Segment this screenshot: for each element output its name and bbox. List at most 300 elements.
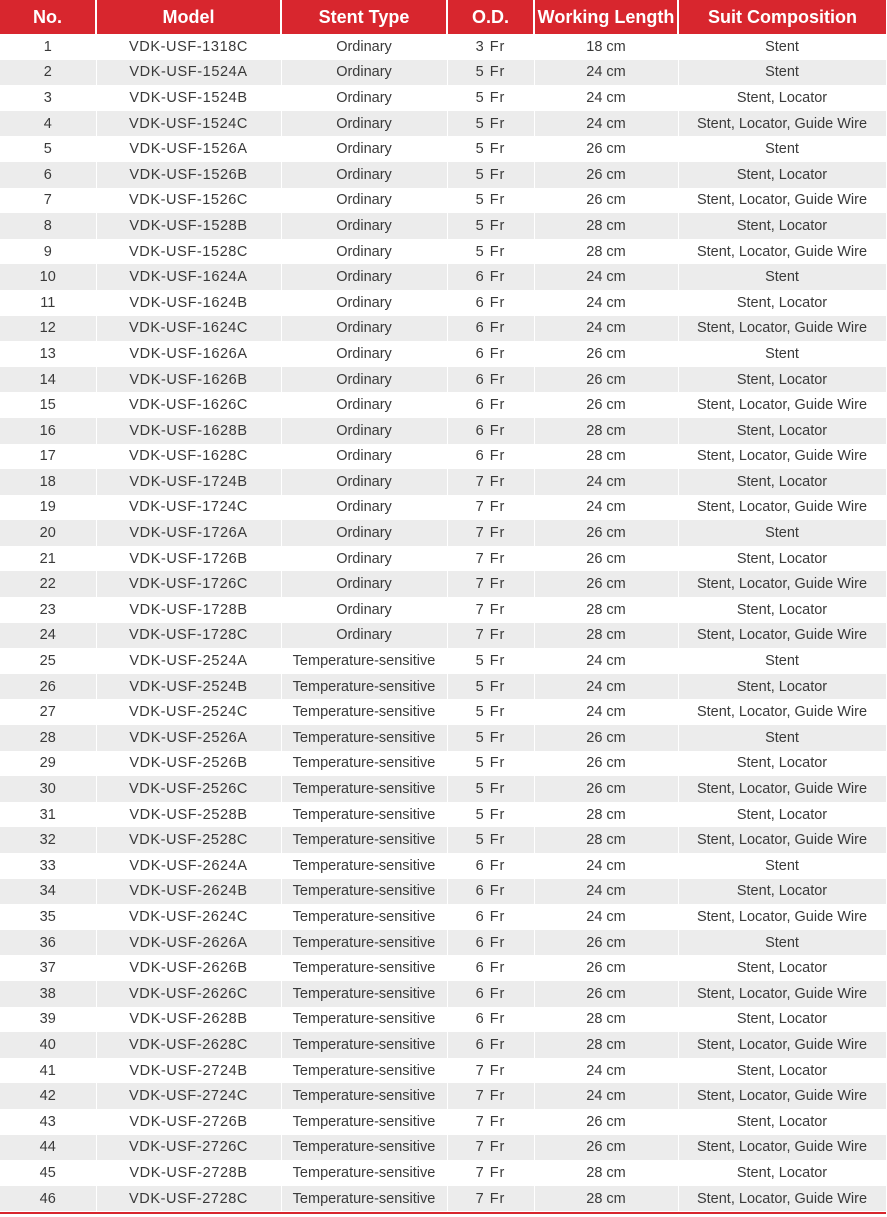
cell-od: 7 Fr — [447, 495, 534, 521]
table-row — [0, 495, 886, 521]
cell-no: 20 — [0, 520, 96, 546]
cell-od: 7 Fr — [447, 623, 534, 649]
col-header-suit-composition: Suit Composition — [678, 0, 886, 34]
cell-suit-composition: Stent, Locator — [678, 546, 886, 572]
cell-suit-composition: Stent, Locator, Guide Wire — [678, 827, 886, 853]
cell-working-length: 26 cm — [534, 520, 678, 546]
table-row — [0, 699, 886, 725]
table-row — [0, 290, 886, 316]
cell-od: 6 Fr — [447, 930, 534, 956]
table-row — [0, 827, 886, 853]
cell-suit-composition: Stent, Locator — [678, 85, 886, 111]
cell-od: 7 Fr — [447, 1058, 534, 1084]
cell-od: 7 Fr — [447, 469, 534, 495]
cell-stent-type: Ordinary — [281, 444, 447, 470]
col-header-stent-type: Stent Type — [281, 0, 447, 34]
cell-model: VDK-USF-2524C — [96, 699, 281, 725]
cell-stent-type: Ordinary — [281, 571, 447, 597]
cell-no: 39 — [0, 1007, 96, 1033]
cell-od: 6 Fr — [447, 981, 534, 1007]
cell-stent-type: Ordinary — [281, 239, 447, 265]
cell-model: VDK-USF-1526B — [96, 162, 281, 188]
cell-od: 5 Fr — [447, 213, 534, 239]
table-row — [0, 725, 886, 751]
cell-model: VDK-USF-1726A — [96, 520, 281, 546]
cell-model: VDK-USF-1626B — [96, 367, 281, 393]
cell-od: 7 Fr — [447, 1186, 534, 1212]
table-row — [0, 674, 886, 700]
cell-stent-type: Ordinary — [281, 264, 447, 290]
cell-model: VDK-USF-2628C — [96, 1032, 281, 1058]
cell-stent-type: Ordinary — [281, 469, 447, 495]
cell-model: VDK-USF-1528C — [96, 239, 281, 265]
cell-no: 40 — [0, 1032, 96, 1058]
cell-model: VDK-USF-1624B — [96, 290, 281, 316]
cell-no: 12 — [0, 316, 96, 342]
cell-no: 2 — [0, 60, 96, 86]
cell-suit-composition: Stent, Locator — [678, 213, 886, 239]
cell-model: VDK-USF-2526A — [96, 725, 281, 751]
cell-model: VDK-USF-2728B — [96, 1160, 281, 1186]
cell-suit-composition: Stent, Locator, Guide Wire — [678, 239, 886, 265]
cell-working-length: 28 cm — [534, 444, 678, 470]
cell-model: VDK-USF-1626A — [96, 341, 281, 367]
cell-model: VDK-USF-2726C — [96, 1135, 281, 1161]
cell-working-length: 24 cm — [534, 316, 678, 342]
cell-no: 29 — [0, 751, 96, 777]
table-row — [0, 955, 886, 981]
cell-suit-composition: Stent, Locator — [678, 597, 886, 623]
cell-suit-composition: Stent, Locator, Guide Wire — [678, 776, 886, 802]
cell-no: 3 — [0, 85, 96, 111]
table-row — [0, 802, 886, 828]
cell-model: VDK-USF-1526A — [96, 136, 281, 162]
cell-stent-type: Ordinary — [281, 418, 447, 444]
cell-no: 15 — [0, 392, 96, 418]
cell-working-length: 28 cm — [534, 213, 678, 239]
cell-model: VDK-USF-2528C — [96, 827, 281, 853]
cell-no: 4 — [0, 111, 96, 137]
cell-od: 5 Fr — [447, 674, 534, 700]
cell-stent-type: Ordinary — [281, 213, 447, 239]
cell-stent-type: Temperature-sensitive — [281, 776, 447, 802]
cell-od: 7 Fr — [447, 1160, 534, 1186]
cell-working-length: 28 cm — [534, 418, 678, 444]
cell-no: 42 — [0, 1083, 96, 1109]
cell-suit-composition: Stent, Locator, Guide Wire — [678, 111, 886, 137]
cell-model: VDK-USF-2628B — [96, 1007, 281, 1033]
table-row — [0, 879, 886, 905]
cell-working-length: 26 cm — [534, 571, 678, 597]
table-row — [0, 930, 886, 956]
cell-model: VDK-USF-1728C — [96, 623, 281, 649]
cell-od: 6 Fr — [447, 955, 534, 981]
cell-stent-type: Temperature-sensitive — [281, 1058, 447, 1084]
cell-no: 34 — [0, 879, 96, 905]
cell-suit-composition: Stent — [678, 930, 886, 956]
cell-no: 41 — [0, 1058, 96, 1084]
cell-od: 6 Fr — [447, 290, 534, 316]
cell-no: 14 — [0, 367, 96, 393]
cell-working-length: 28 cm — [534, 827, 678, 853]
table-row — [0, 623, 886, 649]
cell-working-length: 26 cm — [534, 930, 678, 956]
cell-working-length: 24 cm — [534, 648, 678, 674]
table-row — [0, 239, 886, 265]
cell-stent-type: Temperature-sensitive — [281, 1109, 447, 1135]
cell-no: 35 — [0, 904, 96, 930]
cell-stent-type: Ordinary — [281, 316, 447, 342]
table-row — [0, 853, 886, 879]
cell-stent-type: Temperature-sensitive — [281, 1032, 447, 1058]
cell-od: 7 Fr — [447, 1109, 534, 1135]
cell-working-length: 26 cm — [534, 1135, 678, 1161]
cell-stent-type: Temperature-sensitive — [281, 751, 447, 777]
table-row — [0, 520, 886, 546]
table-row — [0, 776, 886, 802]
cell-od: 7 Fr — [447, 1135, 534, 1161]
cell-suit-composition: Stent, Locator — [678, 290, 886, 316]
cell-suit-composition: Stent, Locator — [678, 751, 886, 777]
cell-od: 6 Fr — [447, 904, 534, 930]
col-header-no: No. — [0, 0, 96, 34]
cell-working-length: 24 cm — [534, 264, 678, 290]
cell-stent-type: Ordinary — [281, 111, 447, 137]
cell-stent-type: Temperature-sensitive — [281, 648, 447, 674]
table-row — [0, 444, 886, 470]
cell-stent-type: Temperature-sensitive — [281, 955, 447, 981]
cell-no: 11 — [0, 290, 96, 316]
table-row — [0, 316, 886, 342]
cell-suit-composition: Stent, Locator, Guide Wire — [678, 571, 886, 597]
cell-no: 19 — [0, 495, 96, 521]
cell-suit-composition: Stent, Locator, Guide Wire — [678, 392, 886, 418]
cell-no: 25 — [0, 648, 96, 674]
cell-od: 5 Fr — [447, 188, 534, 214]
cell-no: 9 — [0, 239, 96, 265]
cell-working-length: 24 cm — [534, 699, 678, 725]
cell-od: 7 Fr — [447, 546, 534, 572]
cell-model: VDK-USF-2724B — [96, 1058, 281, 1084]
cell-no: 36 — [0, 930, 96, 956]
cell-working-length: 26 cm — [534, 546, 678, 572]
cell-model: VDK-USF-1524A — [96, 60, 281, 86]
cell-no: 46 — [0, 1186, 96, 1212]
cell-no: 32 — [0, 827, 96, 853]
cell-stent-type: Ordinary — [281, 290, 447, 316]
cell-stent-type: Temperature-sensitive — [281, 827, 447, 853]
table-row — [0, 162, 886, 188]
table-row — [0, 136, 886, 162]
cell-no: 44 — [0, 1135, 96, 1161]
cell-model: VDK-USF-2624A — [96, 853, 281, 879]
cell-model: VDK-USF-2528B — [96, 802, 281, 828]
cell-no: 18 — [0, 469, 96, 495]
cell-suit-composition: Stent, Locator, Guide Wire — [678, 444, 886, 470]
cell-od: 5 Fr — [447, 802, 534, 828]
cell-od: 5 Fr — [447, 725, 534, 751]
table-row — [0, 571, 886, 597]
cell-stent-type: Temperature-sensitive — [281, 981, 447, 1007]
table-row — [0, 264, 886, 290]
cell-od: 7 Fr — [447, 571, 534, 597]
cell-no: 30 — [0, 776, 96, 802]
cell-od: 6 Fr — [447, 853, 534, 879]
cell-od: 6 Fr — [447, 1007, 534, 1033]
table-row — [0, 341, 886, 367]
table-row — [0, 188, 886, 214]
cell-stent-type: Ordinary — [281, 60, 447, 86]
cell-suit-composition: Stent, Locator, Guide Wire — [678, 981, 886, 1007]
cell-od: 5 Fr — [447, 162, 534, 188]
cell-stent-type: Temperature-sensitive — [281, 879, 447, 905]
cell-working-length: 24 cm — [534, 674, 678, 700]
cell-no: 7 — [0, 188, 96, 214]
table-row — [0, 648, 886, 674]
cell-model: VDK-USF-1524B — [96, 85, 281, 111]
cell-suit-composition: Stent — [678, 648, 886, 674]
cell-od: 6 Fr — [447, 367, 534, 393]
cell-model: VDK-USF-1628B — [96, 418, 281, 444]
cell-od: 7 Fr — [447, 597, 534, 623]
cell-od: 7 Fr — [447, 1083, 534, 1109]
table-row — [0, 1058, 886, 1084]
cell-suit-composition: Stent, Locator — [678, 1160, 886, 1186]
cell-suit-composition: Stent — [678, 34, 886, 60]
cell-stent-type: Temperature-sensitive — [281, 1007, 447, 1033]
cell-suit-composition: Stent, Locator, Guide Wire — [678, 495, 886, 521]
cell-suit-composition: Stent, Locator — [678, 162, 886, 188]
cell-od: 3 Fr — [447, 34, 534, 60]
cell-suit-composition: Stent — [678, 853, 886, 879]
cell-suit-composition: Stent, Locator, Guide Wire — [678, 1032, 886, 1058]
cell-stent-type: Temperature-sensitive — [281, 853, 447, 879]
cell-model: VDK-USF-1724C — [96, 495, 281, 521]
cell-od: 6 Fr — [447, 418, 534, 444]
cell-stent-type: Ordinary — [281, 546, 447, 572]
table-row — [0, 1109, 886, 1135]
cell-working-length: 26 cm — [534, 1109, 678, 1135]
cell-suit-composition: Stent, Locator, Guide Wire — [678, 188, 886, 214]
cell-suit-composition: Stent, Locator, Guide Wire — [678, 1186, 886, 1212]
cell-stent-type: Ordinary — [281, 85, 447, 111]
cell-no: 5 — [0, 136, 96, 162]
cell-no: 38 — [0, 981, 96, 1007]
cell-working-length: 28 cm — [534, 597, 678, 623]
cell-no: 23 — [0, 597, 96, 623]
cell-suit-composition: Stent, Locator, Guide Wire — [678, 904, 886, 930]
cell-model: VDK-USF-2524B — [96, 674, 281, 700]
cell-working-length: 28 cm — [534, 239, 678, 265]
table-row — [0, 1083, 886, 1109]
cell-working-length: 28 cm — [534, 1007, 678, 1033]
table-row — [0, 1007, 886, 1033]
cell-suit-composition: Stent, Locator — [678, 802, 886, 828]
cell-stent-type: Ordinary — [281, 34, 447, 60]
cell-model: VDK-USF-1526C — [96, 188, 281, 214]
table-row — [0, 60, 886, 86]
cell-suit-composition: Stent — [678, 60, 886, 86]
cell-suit-composition: Stent — [678, 725, 886, 751]
cell-no: 10 — [0, 264, 96, 290]
cell-model: VDK-USF-2626B — [96, 955, 281, 981]
cell-stent-type: Ordinary — [281, 520, 447, 546]
table-row — [0, 469, 886, 495]
cell-working-length: 24 cm — [534, 60, 678, 86]
cell-suit-composition: Stent, Locator, Guide Wire — [678, 699, 886, 725]
cell-od: 5 Fr — [447, 85, 534, 111]
cell-model: VDK-USF-1628C — [96, 444, 281, 470]
cell-model: VDK-USF-1624A — [96, 264, 281, 290]
cell-od: 6 Fr — [447, 341, 534, 367]
cell-od: 6 Fr — [447, 316, 534, 342]
cell-working-length: 26 cm — [534, 725, 678, 751]
cell-stent-type: Temperature-sensitive — [281, 674, 447, 700]
cell-model: VDK-USF-2626C — [96, 981, 281, 1007]
cell-stent-type: Ordinary — [281, 341, 447, 367]
cell-working-length: 24 cm — [534, 469, 678, 495]
cell-model: VDK-USF-2624C — [96, 904, 281, 930]
cell-model: VDK-USF-1728B — [96, 597, 281, 623]
cell-suit-composition: Stent, Locator — [678, 955, 886, 981]
cell-working-length: 28 cm — [534, 1160, 678, 1186]
cell-suit-composition: Stent — [678, 341, 886, 367]
header-row — [0, 0, 886, 34]
cell-od: 5 Fr — [447, 60, 534, 86]
cell-working-length: 24 cm — [534, 904, 678, 930]
cell-model: VDK-USF-1318C — [96, 34, 281, 60]
cell-working-length: 26 cm — [534, 776, 678, 802]
cell-model: VDK-USF-1624C — [96, 316, 281, 342]
cell-model: VDK-USF-1726B — [96, 546, 281, 572]
cell-working-length: 26 cm — [534, 981, 678, 1007]
cell-od: 5 Fr — [447, 648, 534, 674]
cell-stent-type: Ordinary — [281, 623, 447, 649]
cell-suit-composition: Stent, Locator, Guide Wire — [678, 1083, 886, 1109]
cell-no: 28 — [0, 725, 96, 751]
cell-no: 13 — [0, 341, 96, 367]
cell-no: 26 — [0, 674, 96, 700]
cell-od: 5 Fr — [447, 239, 534, 265]
cell-no: 6 — [0, 162, 96, 188]
cell-working-length: 28 cm — [534, 623, 678, 649]
table-body — [0, 34, 886, 1211]
cell-working-length: 24 cm — [534, 879, 678, 905]
table-row — [0, 392, 886, 418]
cell-stent-type: Ordinary — [281, 597, 447, 623]
cell-od: 6 Fr — [447, 264, 534, 290]
cell-working-length: 26 cm — [534, 341, 678, 367]
cell-no: 24 — [0, 623, 96, 649]
cell-stent-type: Ordinary — [281, 188, 447, 214]
col-header-model: Model — [96, 0, 281, 34]
cell-working-length: 18 cm — [534, 34, 678, 60]
table-row — [0, 213, 886, 239]
cell-stent-type: Ordinary — [281, 162, 447, 188]
table-row — [0, 904, 886, 930]
cell-od: 5 Fr — [447, 776, 534, 802]
cell-model: VDK-USF-1528B — [96, 213, 281, 239]
cell-no: 37 — [0, 955, 96, 981]
table-row — [0, 85, 886, 111]
cell-working-length: 24 cm — [534, 1083, 678, 1109]
cell-suit-composition: Stent, Locator — [678, 1058, 886, 1084]
cell-stent-type: Temperature-sensitive — [281, 725, 447, 751]
cell-working-length: 24 cm — [534, 85, 678, 111]
cell-no: 45 — [0, 1160, 96, 1186]
cell-model: VDK-USF-2728C — [96, 1186, 281, 1212]
cell-model: VDK-USF-2626A — [96, 930, 281, 956]
col-header-working-length: Working Length — [534, 0, 678, 34]
cell-no: 43 — [0, 1109, 96, 1135]
cell-model: VDK-USF-1724B — [96, 469, 281, 495]
table-row — [0, 367, 886, 393]
cell-working-length: 26 cm — [534, 392, 678, 418]
cell-suit-composition: Stent, Locator — [678, 1109, 886, 1135]
cell-no: 27 — [0, 699, 96, 725]
cell-stent-type: Temperature-sensitive — [281, 802, 447, 828]
table-row — [0, 34, 886, 60]
table-row — [0, 418, 886, 444]
cell-working-length: 28 cm — [534, 1032, 678, 1058]
cell-working-length: 26 cm — [534, 367, 678, 393]
cell-working-length: 26 cm — [534, 136, 678, 162]
cell-model: VDK-USF-1726C — [96, 571, 281, 597]
cell-stent-type: Temperature-sensitive — [281, 1160, 447, 1186]
cell-od: 5 Fr — [447, 111, 534, 137]
cell-stent-type: Temperature-sensitive — [281, 930, 447, 956]
cell-stent-type: Ordinary — [281, 367, 447, 393]
cell-suit-composition: Stent, Locator, Guide Wire — [678, 1135, 886, 1161]
cell-working-length: 26 cm — [534, 162, 678, 188]
cell-model: VDK-USF-1524C — [96, 111, 281, 137]
cell-suit-composition: Stent — [678, 264, 886, 290]
cell-working-length: 24 cm — [534, 111, 678, 137]
cell-working-length: 28 cm — [534, 802, 678, 828]
cell-suit-composition: Stent, Locator, Guide Wire — [678, 316, 886, 342]
col-header-od: O.D. — [447, 0, 534, 34]
cell-model: VDK-USF-1626C — [96, 392, 281, 418]
cell-working-length: 26 cm — [534, 751, 678, 777]
cell-od: 6 Fr — [447, 879, 534, 905]
cell-od: 5 Fr — [447, 136, 534, 162]
table-row — [0, 981, 886, 1007]
table-row — [0, 1160, 886, 1186]
cell-stent-type: Temperature-sensitive — [281, 1186, 447, 1212]
cell-stent-type: Temperature-sensitive — [281, 699, 447, 725]
cell-od: 7 Fr — [447, 520, 534, 546]
cell-model: VDK-USF-2726B — [96, 1109, 281, 1135]
table-row — [0, 1186, 886, 1212]
bottom-rule — [0, 1212, 886, 1214]
cell-suit-composition: Stent, Locator — [678, 674, 886, 700]
cell-od: 6 Fr — [447, 1032, 534, 1058]
cell-suit-composition: Stent, Locator, Guide Wire — [678, 623, 886, 649]
cell-no: 21 — [0, 546, 96, 572]
cell-suit-composition: Stent, Locator — [678, 1007, 886, 1033]
cell-working-length: 24 cm — [534, 290, 678, 316]
cell-stent-type: Ordinary — [281, 392, 447, 418]
cell-working-length: 24 cm — [534, 495, 678, 521]
cell-model: VDK-USF-2526B — [96, 751, 281, 777]
cell-no: 33 — [0, 853, 96, 879]
cell-od: 5 Fr — [447, 751, 534, 777]
cell-working-length: 28 cm — [534, 1186, 678, 1212]
cell-working-length: 24 cm — [534, 1058, 678, 1084]
cell-stent-type: Temperature-sensitive — [281, 904, 447, 930]
cell-stent-type: Ordinary — [281, 136, 447, 162]
cell-od: 5 Fr — [447, 827, 534, 853]
